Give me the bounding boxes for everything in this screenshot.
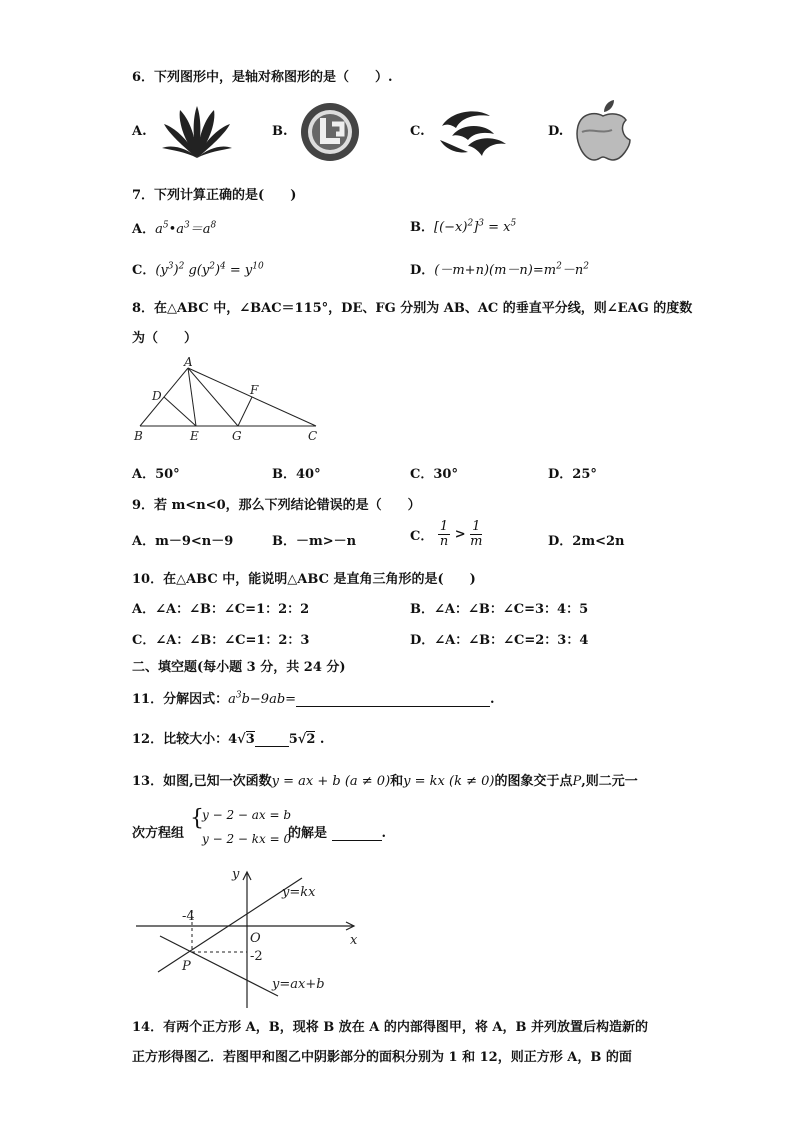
q9-c-label: C． (410, 529, 434, 544)
q9-c-den2: m (470, 534, 483, 549)
label-D: D (152, 389, 162, 403)
q10-option-d: D．∠A：∠B：∠C=2：3：4 (410, 633, 589, 648)
q12-answer-blank[interactable] (255, 732, 289, 747)
q12-radicand1: 3 (245, 732, 255, 747)
triangle-figure (130, 356, 330, 446)
q10-option-c: C．∠A：∠B：∠C=1：2：3 (132, 633, 310, 648)
graph-ykx-label: y=kx (282, 885, 316, 900)
graph-y-label: y (232, 867, 240, 882)
q9-c-frac1 (438, 520, 450, 549)
q14-line2: 正方形得图乙．若图甲和图乙中阴影部分的面积分别为 1 和 12，则正方形 A，B 的面 (132, 1050, 632, 1065)
q10-option-a: A．∠A：∠B：∠C=1：2：2 (132, 602, 310, 617)
q9-option-b: B．－m>－n (272, 534, 357, 549)
q7-option-a (132, 218, 216, 237)
apple-logo-image (572, 98, 634, 164)
q9-c-num1: 1 (439, 519, 449, 534)
q7-option-d (410, 259, 589, 278)
q7-option-b (410, 216, 516, 235)
section-heading: 二、填空题(每小题 3 分，共 24 分) (132, 660, 346, 675)
q13-eq1: y = ax + b (a ≠ 0) (271, 774, 391, 789)
q12-sqrt1: √3 (237, 732, 255, 747)
q9-option-c (410, 520, 482, 549)
q9-c-frac2 (470, 520, 482, 549)
q10-stem: 10．在△ABC 中，能说明△ABC 是直角三角形的是( ) (132, 572, 476, 587)
q13-line1 (132, 770, 638, 789)
q13-line2 (132, 822, 184, 841)
q7-a-label: A． (132, 222, 156, 237)
label-G: G (232, 429, 242, 443)
q13-brace: { (190, 806, 204, 831)
graph-origin-label: O (250, 931, 261, 946)
swirl-logo-image (438, 106, 510, 158)
q8-option-b: B．40° (272, 467, 321, 482)
q12-stem: 12．比较大小：4 (132, 732, 238, 747)
q13-sys2: y − 2 − kx = 0 (202, 832, 292, 846)
q11-line (132, 688, 495, 707)
q6-option-a: A. (132, 124, 147, 139)
q7-b-expr: $[(-x)^2]^3 = x^5$ (434, 218, 517, 235)
label-F: F (250, 383, 259, 397)
linear-function-graph (132, 862, 372, 1012)
q9-c-num2: 1 (470, 520, 482, 535)
q13-stem1b: 的图象交于点 (494, 774, 573, 789)
q11-answer-blank[interactable] (296, 692, 490, 707)
q9-stem: 9．若 m<n<0，那么下列结论错误的是（ ） (132, 498, 421, 513)
q6-option-c: C. (410, 124, 425, 139)
q7-b-label: B． (410, 220, 434, 235)
q13-eq2: y = kx (k ≠ 0) (403, 774, 495, 789)
q11-expr: $a^3b-9ab=$ (228, 690, 297, 707)
label-B: B (134, 429, 143, 443)
q10-option-b: B．∠A：∠B：∠C=3：4：5 (410, 602, 589, 617)
graph-yaxb-label: y=ax+b (272, 977, 325, 992)
label-A: A (184, 356, 193, 369)
q12-radicand2: 2 (306, 732, 316, 747)
graph-neg4-label: -4 (182, 909, 195, 924)
q7-d-label: D． (410, 263, 435, 278)
q12-mid: 5 (288, 732, 298, 747)
q11-stem: 11．分解因式： (132, 692, 229, 707)
q9-option-d: D．2m<2n (548, 534, 625, 549)
q8-stem-line2: 为（ ） (132, 331, 198, 346)
q7-d-expr: $(-m+n)(m-n)=m^2-n^2$ (434, 261, 589, 278)
q7-a-expr: $a^5•a^3=a^8$ (155, 220, 217, 237)
q13-and: 和 (390, 774, 404, 789)
q7-c-expr: $(y^3)^2$ $g(y^2)^4 = y^{10}$ (155, 261, 264, 278)
q8-option-a: A．50° (132, 467, 180, 482)
graph-neg2-label: -2 (250, 949, 263, 964)
q8-stem-line1: 8．在△ABC 中，∠BAC＝115°，DE、FG 分别为 AB、AC 的垂直平分线，则∠EAG 的度数 (132, 301, 693, 316)
q6-option-d: D. (548, 124, 564, 139)
q13-end: . (381, 826, 387, 841)
circle-logo-image (298, 102, 362, 162)
graph-p-label: P (182, 959, 191, 974)
q13-point: P (572, 774, 582, 789)
q12-end: . (319, 732, 325, 747)
q9-option-a: A．m－9<n－9 (132, 534, 234, 549)
q14-line1: 14．有两个正方形 A，B，现将 B 放在 A 的内部得图甲，将 A，B 并列放置后构造新的 (132, 1020, 648, 1035)
q12-line (132, 728, 324, 747)
q7-option-c (132, 259, 264, 278)
q9-c-den1: n (439, 534, 449, 549)
q7-c-label: C． (132, 263, 156, 278)
q13-answer-blank[interactable] (332, 826, 382, 841)
q11-end: . (490, 692, 495, 707)
q9-c-rel: > (454, 527, 466, 542)
q13-stem2a: 次方程组 (132, 826, 185, 841)
q8-option-d: D．25° (548, 467, 597, 482)
q7-stem: 7．下列计算正确的是( ) (132, 188, 297, 203)
q13-stem1a: 13．如图,已知一次函数 (132, 774, 272, 789)
label-E: E (190, 429, 199, 443)
q13-line2b (288, 822, 386, 841)
q13-sys1: y − 2 − ax = b (202, 808, 292, 822)
q13-stem1c: ,则二元一 (581, 774, 638, 789)
graph-x-label: x (350, 933, 358, 948)
label-C: C (308, 429, 318, 443)
q6-option-b: B. (272, 124, 288, 139)
q12-sqrt2: √2 (297, 732, 316, 747)
q6-stem: 6．下列图形中，是轴对称图形的是（ ）. (132, 70, 393, 85)
q8-option-c: C．30° (410, 467, 458, 482)
petal-logo-image (160, 104, 234, 160)
q13-stem2b: 的解是 (288, 826, 328, 841)
